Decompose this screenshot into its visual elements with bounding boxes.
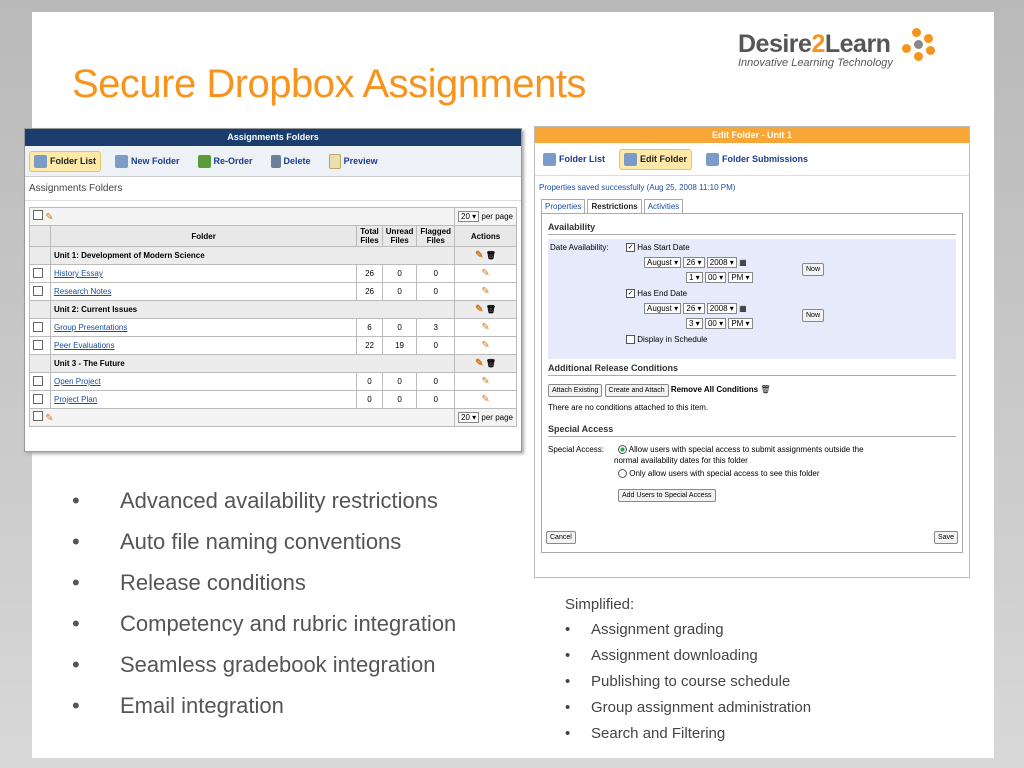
edit-icon[interactable]: ✎	[481, 394, 490, 405]
unit-row: Unit 3 - The Future ✎ 🗑	[30, 355, 517, 373]
folder-submissions-button[interactable]: Folder Submissions	[702, 150, 812, 169]
bullet-item: • Competency and rubric integration	[72, 611, 457, 636]
saved-message: Properties saved successfully (Aug 25, 2008 11:10 PM)	[539, 183, 736, 192]
new-folder-button[interactable]: New Folder	[111, 152, 184, 171]
start-now-button[interactable]: Now	[802, 263, 824, 276]
folder-link[interactable]: Open Project	[53, 377, 101, 386]
edit-icon[interactable]: ✎	[481, 340, 490, 351]
calendar-icon[interactable]: ▦	[739, 258, 747, 267]
folder-list-button[interactable]: Folder List	[29, 151, 101, 172]
edit-icon[interactable]: ✎	[45, 413, 54, 424]
row-checkbox[interactable]	[33, 322, 43, 332]
calendar-icon[interactable]: ▦	[739, 304, 747, 313]
bullet-item: • Advanced availability restrictions	[72, 488, 438, 513]
row-checkbox[interactable]	[33, 376, 43, 386]
edit-icon[interactable]: ✎	[481, 376, 490, 387]
panel-header: Edit Folder - Unit 1	[535, 127, 969, 143]
edit-icon[interactable]: ✎	[475, 304, 484, 315]
trash-icon[interactable]: 🗑	[485, 305, 496, 314]
desire2learn-logo: Desire2Learn Innovative Learning Technology	[738, 30, 938, 80]
edit-folder-panel	[534, 126, 970, 578]
select-all-checkbox[interactable]	[33, 210, 43, 220]
create-attach-button[interactable]: Create and Attach	[605, 384, 669, 397]
row-checkbox[interactable]	[33, 268, 43, 278]
edit-icon[interactable]: ✎	[481, 286, 490, 297]
display-schedule-checkbox[interactable]	[626, 335, 635, 344]
end-day-select[interactable]: 26 ▾	[683, 303, 704, 314]
trash-icon[interactable]: 🗑	[760, 385, 771, 394]
start-ampm-select[interactable]: PM ▾	[728, 272, 752, 283]
table-row: Peer Evaluations 22 19 0 ✎	[30, 337, 517, 355]
table-row: Research Notes 26 0 0 ✎	[30, 283, 517, 301]
delete-button[interactable]: Delete	[267, 152, 315, 171]
special-option-2-radio[interactable]	[618, 469, 627, 478]
select-all-checkbox[interactable]	[33, 411, 43, 421]
start-year-select[interactable]: 2008 ▾	[707, 257, 737, 268]
folder-list-button[interactable]: Folder List	[539, 150, 609, 169]
availability-heading: Availability	[548, 222, 956, 235]
reorder-icon	[198, 155, 211, 168]
bullet-item: • Auto file naming conventions	[72, 529, 402, 554]
cancel-button[interactable]: Cancel	[546, 531, 576, 544]
bullet-item: • Release conditions	[72, 570, 306, 595]
edit-folder-icon	[624, 153, 637, 166]
end-year-select[interactable]: 2008 ▾	[707, 303, 737, 314]
end-now-button[interactable]: Now	[802, 309, 824, 322]
assignments-folders-panel	[24, 128, 522, 452]
unit-row: Unit 2: Current Issues ✎ 🗑	[30, 301, 517, 319]
toolbar	[25, 146, 521, 177]
edit-icon[interactable]: ✎	[481, 322, 490, 333]
availability-box: Date Availability: ✓ Has Start Date August ▾ 26 ▾ 2008 ▾ ▦ 1 ▾ 00 ▾ PM ▾ Now ✓ Has End Date August ▾ 26 ▾ 2008 ▾ ▦ 3 ▾ 00 ▾ PM ▾ Now Display in Schedule	[548, 239, 956, 359]
has-end-checkbox[interactable]: ✓	[627, 290, 634, 298]
tab-bar	[535, 199, 969, 213]
tab-restrictions[interactable]: Restrictions	[587, 199, 641, 213]
end-hour-select[interactable]: 3 ▾	[686, 318, 703, 329]
trash-icon[interactable]: 🗑	[485, 251, 496, 260]
trash-icon[interactable]: 🗑	[485, 359, 496, 368]
per-page-select[interactable]: 20 ▾	[458, 412, 479, 423]
tab-activities[interactable]: Activities	[644, 199, 684, 213]
start-minute-select[interactable]: 00 ▾	[705, 272, 726, 283]
list-item: • Publishing to course schedule	[565, 673, 791, 690]
edit-icon[interactable]: ✎	[475, 358, 484, 369]
toolbar	[535, 143, 969, 176]
list-item: • Group assignment administration	[565, 699, 812, 716]
table-row: History Essay 26 0 0 ✎	[30, 265, 517, 283]
col-unread[interactable]: Unread Files	[382, 226, 417, 247]
restrictions-tab-body: Availability Date Availability: ✓ Has Start Date August ▾ 26 ▾ 2008 ▾ ▦ 1 ▾ 00 ▾ PM ▾ Now ✓ Has End Date August ▾ 26 ▾ 2008 ▾ ▦ 3 ▾ 00 ▾ PM ▾ Now Display in Schedule Additional Release Conditions Attach Existing Create and Attach Remove All Conditions 🗑 There are no conditions attached to this item. Special Access Special Access: Allow users with special access to submit assignments outside the normal availability dates for this folder Only allow users with special access to see this folder Add Users to Special Access Cancel Save	[541, 213, 963, 553]
folder-link[interactable]: Group Presentations	[53, 323, 128, 332]
no-conditions-text: There are no conditions attached to this item.	[548, 403, 709, 412]
attach-existing-button[interactable]: Attach Existing	[548, 384, 602, 397]
list-item: • Assignment downloading	[565, 647, 758, 664]
table-row: Group Presentations 6 0 3 ✎	[30, 319, 517, 337]
special-option-1-radio[interactable]	[618, 445, 627, 454]
list-item: • Assignment grading	[565, 621, 724, 638]
tab-properties[interactable]: Properties	[541, 199, 585, 213]
release-heading: Additional Release Conditions	[548, 363, 956, 376]
bullet-item: • Email integration	[72, 693, 284, 718]
end-minute-select[interactable]: 00 ▾	[705, 318, 726, 329]
start-hour-select[interactable]: 1 ▾	[686, 272, 703, 283]
folder-link[interactable]: History Essay	[53, 269, 103, 278]
row-checkbox[interactable]	[33, 340, 43, 350]
row-checkbox[interactable]	[33, 394, 43, 404]
slide-title: Secure Dropbox Assignments	[72, 62, 586, 106]
folder-list-icon	[34, 155, 47, 168]
simplified-title: Simplified:	[565, 596, 635, 613]
folder-link[interactable]: Peer Evaluations	[53, 341, 115, 350]
folder-link[interactable]: Project Plan	[53, 395, 98, 404]
submissions-icon	[706, 153, 719, 166]
edit-folder-button[interactable]: Edit Folder	[619, 149, 692, 170]
logo-dots-icon	[898, 28, 938, 68]
add-users-button[interactable]: Add Users to Special Access	[618, 489, 716, 502]
has-start-checkbox[interactable]: ✓	[627, 244, 634, 252]
edit-icon[interactable]: ✎	[481, 268, 490, 279]
special-access-heading: Special Access	[548, 424, 956, 437]
edit-icon[interactable]: ✎	[45, 212, 54, 223]
row-checkbox[interactable]	[33, 286, 43, 296]
reorder-button[interactable]: Re-Order	[194, 152, 257, 171]
table-row: Project Plan 0 0 0 ✎	[30, 391, 517, 409]
preview-icon	[329, 154, 341, 169]
section-title: Assignments Folders	[25, 177, 521, 201]
per-page-select[interactable]: 20 ▾	[458, 211, 479, 222]
folders-table: ✎ 20 ▾ per page Folder Total Files Unread Files Flagged Files Actions Unit 1: Development of Modern Science ✎ 🗑 History Essay 26 0 0 ✎ Research Notes 26 0 0 ✎ Unit 2: Current Issues ✎ 🗑 Group Presentations 6 0 3 ✎ Peer Evaluations 22 19 0 ✎ Unit 3 - The Future ✎ 🗑 Open Project 0 0 0 ✎ Project Plan 0 0 0 ✎ ✎ 20 ▾ per page	[29, 207, 517, 427]
remove-all-conditions-button[interactable]: Remove All Conditions	[670, 385, 759, 394]
col-actions: Actions	[455, 226, 517, 247]
panel-header: Assignments Folders	[25, 129, 521, 146]
preview-button[interactable]: Preview	[325, 151, 382, 172]
col-flagged[interactable]: Flagged Files	[417, 226, 455, 247]
col-total[interactable]: Total Files	[357, 226, 383, 247]
unit-row: Unit 1: Development of Modern Science ✎ 🗑	[30, 247, 517, 265]
folder-list-icon	[543, 153, 556, 166]
start-month-select[interactable]: August ▾	[644, 257, 681, 268]
save-button[interactable]: Save	[934, 531, 958, 544]
trash-icon	[271, 155, 281, 168]
end-ampm-select[interactable]: PM ▾	[728, 318, 752, 329]
edit-icon[interactable]: ✎	[475, 250, 484, 261]
start-day-select[interactable]: 26 ▾	[683, 257, 704, 268]
folder-link[interactable]: Research Notes	[53, 287, 112, 296]
new-folder-icon	[115, 155, 128, 168]
table-row: Open Project 0 0 0 ✎	[30, 373, 517, 391]
col-folder[interactable]: Folder	[50, 226, 356, 247]
list-item: • Search and Filtering	[565, 725, 726, 742]
bullet-item: • Seamless gradebook integration	[72, 652, 436, 677]
end-month-select[interactable]: August ▾	[644, 303, 681, 314]
